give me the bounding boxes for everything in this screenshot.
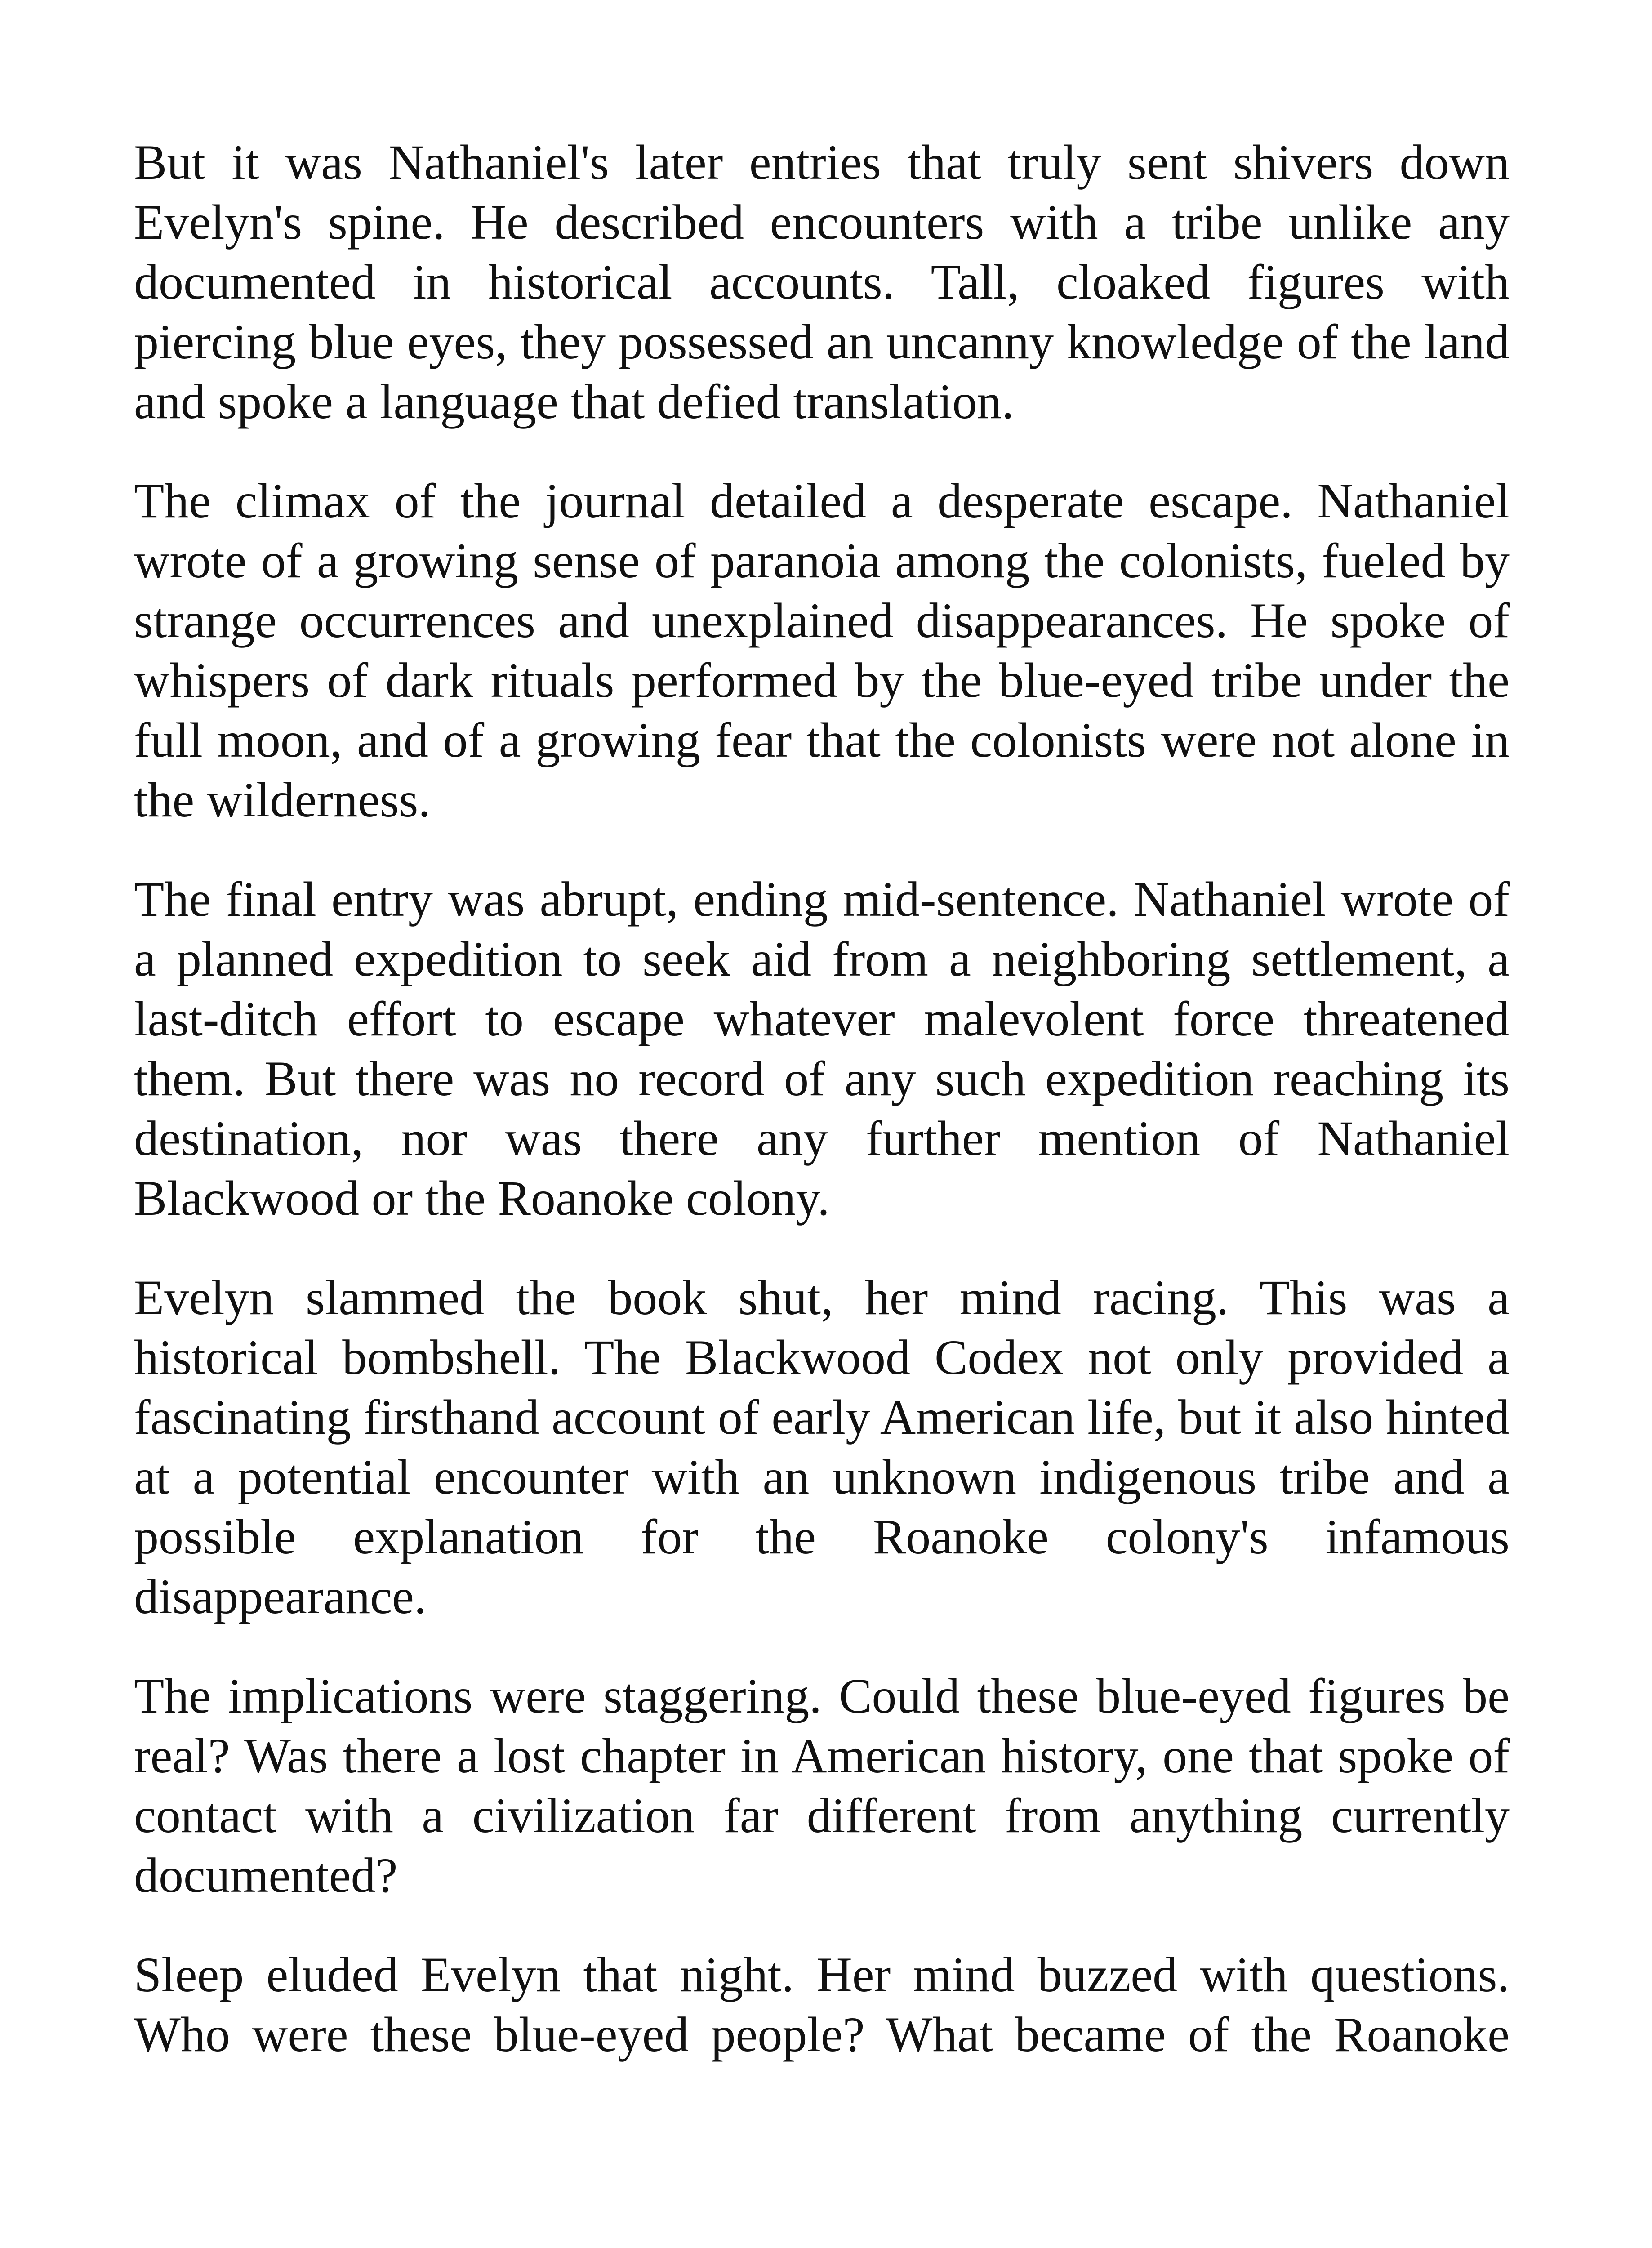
paragraph-5: The implications were staggering. Could these blue-eyed figures be real? Was there a lost chapter in American history, one that spoke of contact with a civilization far different from anything currently documented?	[134, 1668, 1510, 1903]
paragraph-6: Sleep eluded Evelyn that night. Her mind buzzed with questions. Who were these blue-eyed people? What became of the Roanoke	[134, 1947, 1510, 2062]
body-text	[134, 133, 1510, 2065]
paragraph-2: The climax of the journal detailed a desperate escape. Nathaniel wrote of a growing sense of paranoia among the colonists, fueled by strange occurrences and unexplained disappearances. He spoke of whispers of dark rituals performed by the blue-eyed tribe under the full moon, and of a growing fear that the colonists were not alone in the wilderness.	[134, 473, 1510, 827]
paragraph-3: The final entry was abrupt, ending mid-sentence. Nathaniel wrote of a planned expedition to seek aid from a neighboring settlement, a last-ditch effort to escape whatever malevolent force threatened them. But there was no record of any such expedition reaching its destination, nor was there any further mention of Nathaniel Blackwood or the Roanoke colony.	[134, 872, 1510, 1226]
paragraph-4: Evelyn slammed the book shut, her mind racing. This was a historical bombshell. The Blackwood Codex not only provided a fascinating firsthand account of early American life, but it also hinted at a potential encounter with an unknown indigenous tribe and a possible explanation for the Roanoke colony's infamous disappearance.	[134, 1270, 1510, 1624]
paragraph-1: But it was Nathaniel's later entries that truly sent shivers down Evelyn's spine. He described encounters with a tribe unlike any documented in historical accounts. Tall, cloaked figures with piercing blue eyes, they possessed an uncanny knowledge of the land and spoke a language that defied translation.	[134, 135, 1510, 429]
